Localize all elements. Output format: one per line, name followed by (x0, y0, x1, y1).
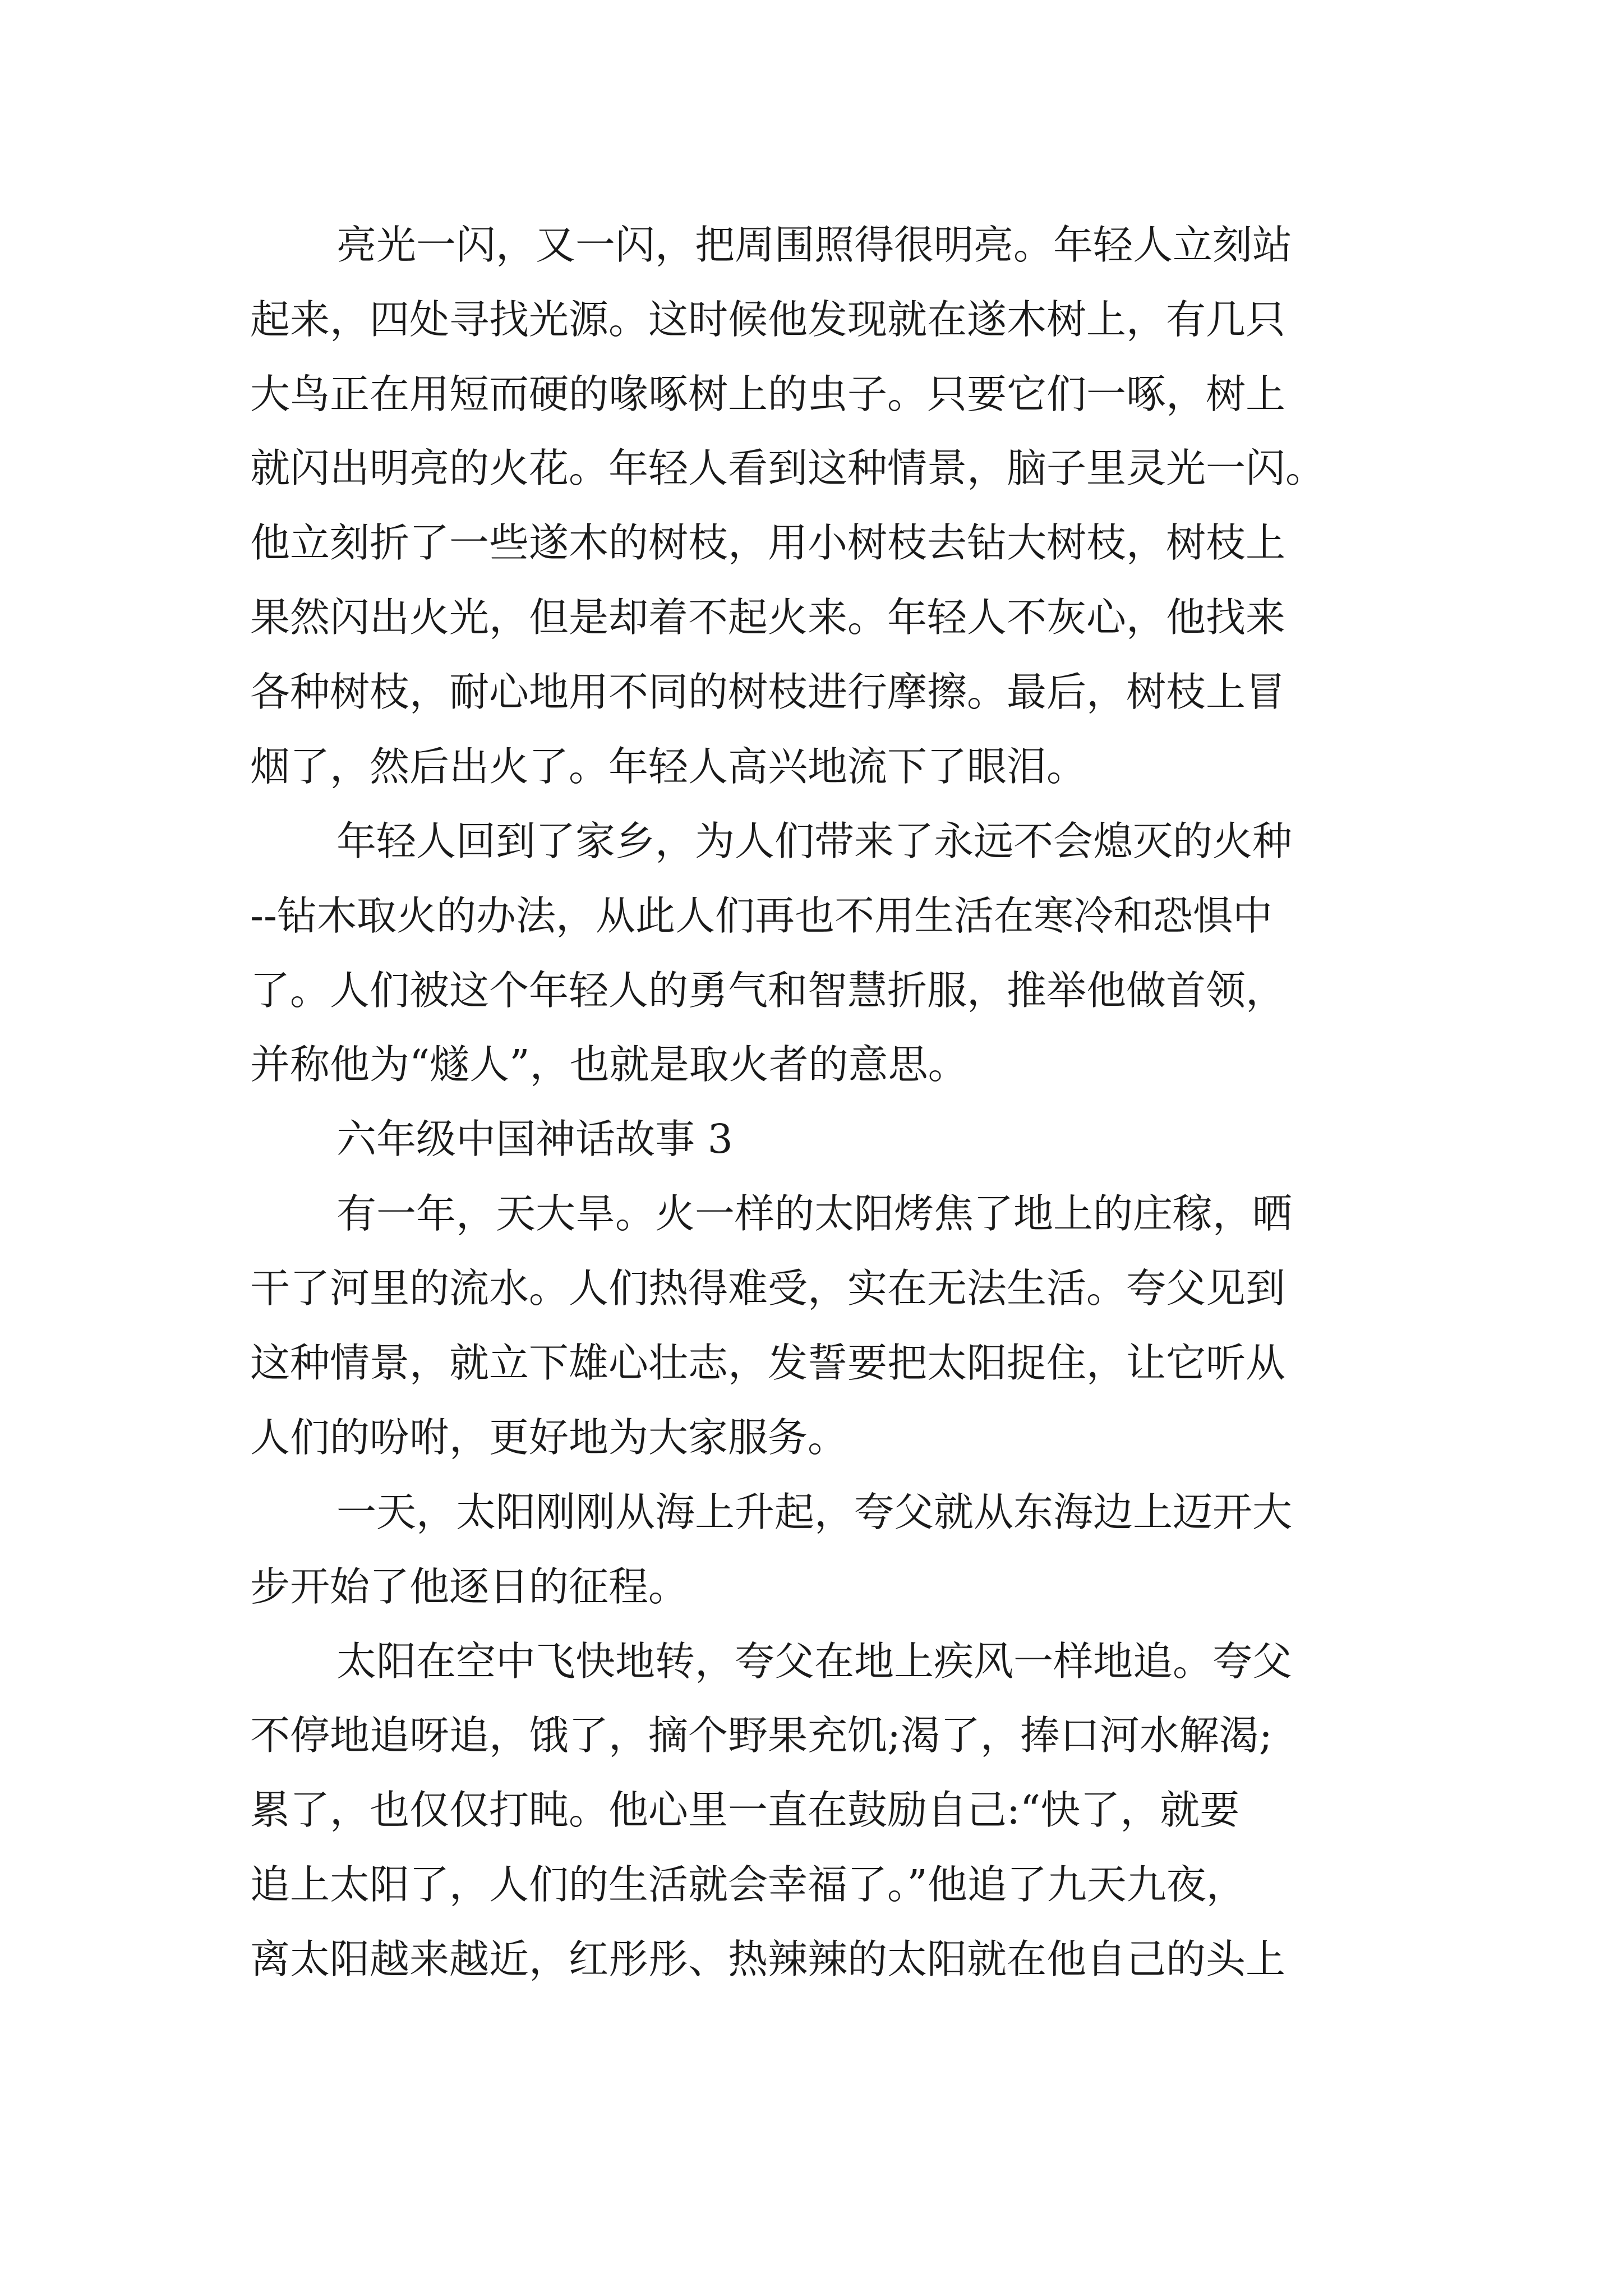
text-line: 亮光一闪，又一闪，把周围照得很明亮。年轻人立刻站 (336, 222, 1293, 268)
text-line: 累了，也仅仅打盹。他心里一直在鼓励自己:“快了，就要 (250, 1787, 1240, 1833)
text-line: 了。人们被这个年轻人的勇气和智慧折服，推举他做首领， (250, 967, 1286, 1014)
text-line: 追上太阳了，人们的生活就会幸福了。”他追了九天九夜， (250, 1861, 1246, 1908)
text-line: 干了河里的流水。人们热得难受，实在无法生活。夸父见到 (250, 1265, 1286, 1312)
text-line: --钻木取火的办法，从此人们再也不用生活在寒冷和恐惧中 (250, 892, 1272, 939)
text-line: 起来，四处寻找光源。这时候他发现就在遂木树上，有几只 (250, 296, 1286, 343)
text-line: 人们的吩咐，更好地为大家服务。 (250, 1414, 848, 1461)
text-line: 不停地追呀追，饿了，摘个野果充饥;渴了，捧口河水解渴; (250, 1712, 1272, 1759)
text-line: 果然闪出火光，但是却着不起火来。年轻人不灰心，他找来 (250, 594, 1286, 641)
text-line: 有一年，天大旱。火一样的太阳烤焦了地上的庄稼，晒 (336, 1190, 1293, 1237)
text-line: 大鸟正在用短而硬的喙啄树上的虫子。只要它们一啄，树上 (250, 371, 1286, 417)
text-line: 步开始了他逐日的征程。 (250, 1563, 689, 1610)
text-line: 他立刻折了一些遂木的树枝，用小树枝去钻大树枝，树枝上 (250, 519, 1286, 566)
text-line: 这种情景，就立下雄心壮志，发誓要把太阳捉住，让它听从 (250, 1340, 1286, 1386)
text-line: 就闪出明亮的火花。年轻人看到这种情景，脑子里灵光一闪。 (250, 445, 1326, 491)
text-line: 太阳在空中飞快地转，夸父在地上疾风一样地追。夸父 (336, 1638, 1293, 1685)
text-line: 离太阳越来越近，红彤彤、热辣辣的太阳就在他自己的头上 (250, 1936, 1286, 1982)
text-line: 一天，太阳刚刚从海上升起，夸父就从东海边上迈开大 (336, 1489, 1293, 1535)
text-line: 烟了，然后出火了。年轻人高兴地流下了眼泪。 (250, 743, 1087, 790)
section-heading: 六年级中国神话故事 3 (336, 1116, 733, 1162)
text-line: 各种树枝，耐心地用不同的树枝进行摩擦。最后，树枝上冒 (250, 669, 1286, 715)
text-line: 并称他为“燧人”，也就是取火者的意思。 (250, 1041, 968, 1088)
text-line: 年轻人回到了家乡，为人们带来了永远不会熄灭的火种 (336, 818, 1293, 864)
